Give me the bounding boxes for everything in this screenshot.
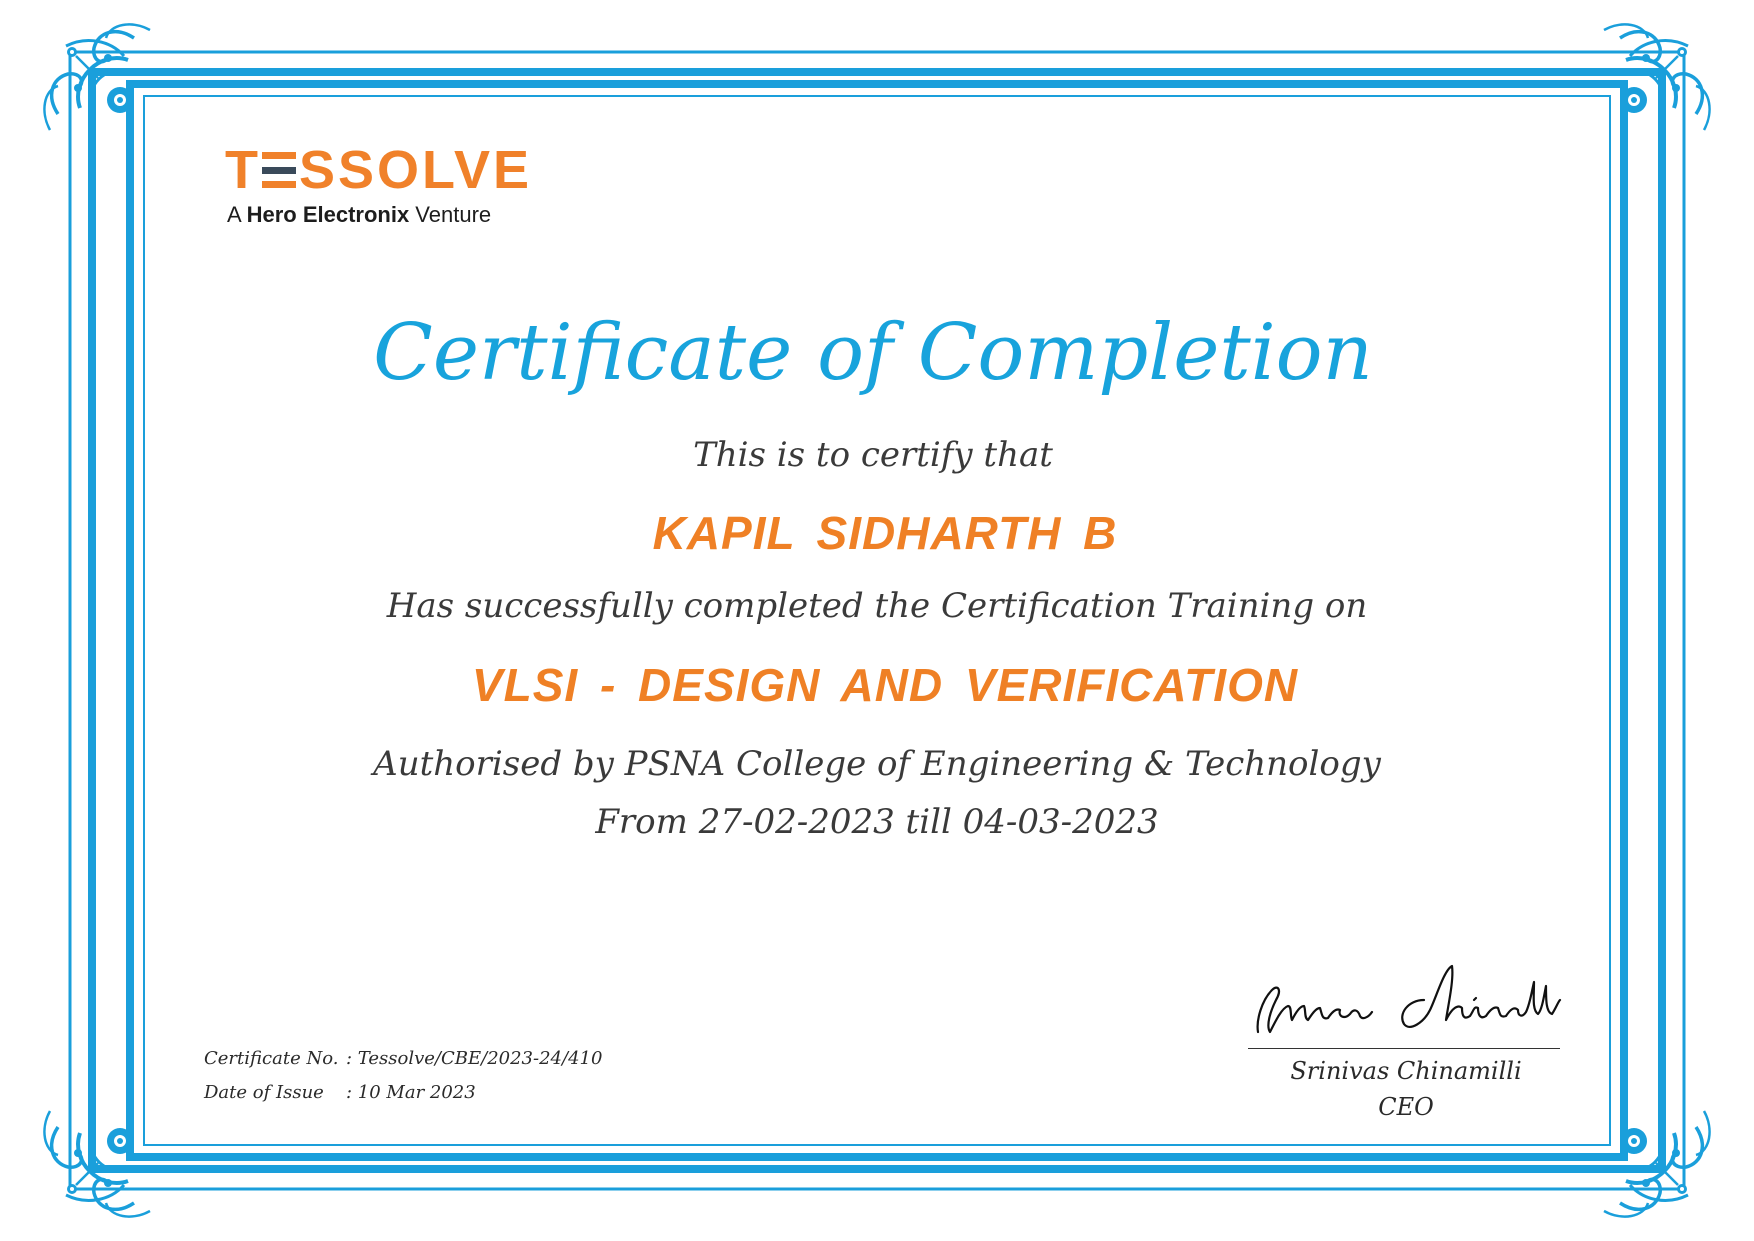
date-of-issue-label: Date of Issue	[204, 1082, 324, 1103]
tessolve-logo	[225, 142, 565, 232]
course-name: VLSI - DESIGN AND VERIFICATION	[471, 659, 1299, 711]
completion-statement: Has successfully completed the Certification Training on	[386, 586, 1368, 626]
training-period: From 27-02-2023 till 04-03-2023	[595, 802, 1159, 842]
authorising-institution: Authorised by PSNA College of Engineering & Technology	[373, 744, 1381, 784]
signature-line	[1248, 1048, 1560, 1049]
signatory-name: Srinivas Chinamilli	[1290, 1057, 1522, 1085]
certificate-number-label: Certificate No.	[204, 1048, 339, 1069]
handwritten-signature	[1248, 960, 1564, 1040]
certificate-number-value: : Tessolve/CBE/2023-24/410	[346, 1048, 603, 1069]
certify-intro: This is to certify that	[693, 435, 1053, 475]
certificate-title: Certificate of Completion	[373, 308, 1373, 398]
date-of-issue-value: : 10 Mar 2023	[346, 1082, 476, 1103]
certificate-number-row	[204, 1042, 602, 1076]
certificate-meta	[204, 1042, 602, 1110]
date-of-issue-row	[204, 1076, 602, 1110]
recipient-name: KAPIL SIDHARTH B	[652, 507, 1118, 559]
signature-block	[1248, 960, 1564, 1130]
signatory-title: CEO	[1378, 1093, 1434, 1121]
brand-tagline: A Hero Electronix Venture	[227, 202, 492, 227]
brand-e-bars-icon	[262, 150, 296, 190]
brand-wordmark: T SSOLVE	[225, 140, 533, 200]
